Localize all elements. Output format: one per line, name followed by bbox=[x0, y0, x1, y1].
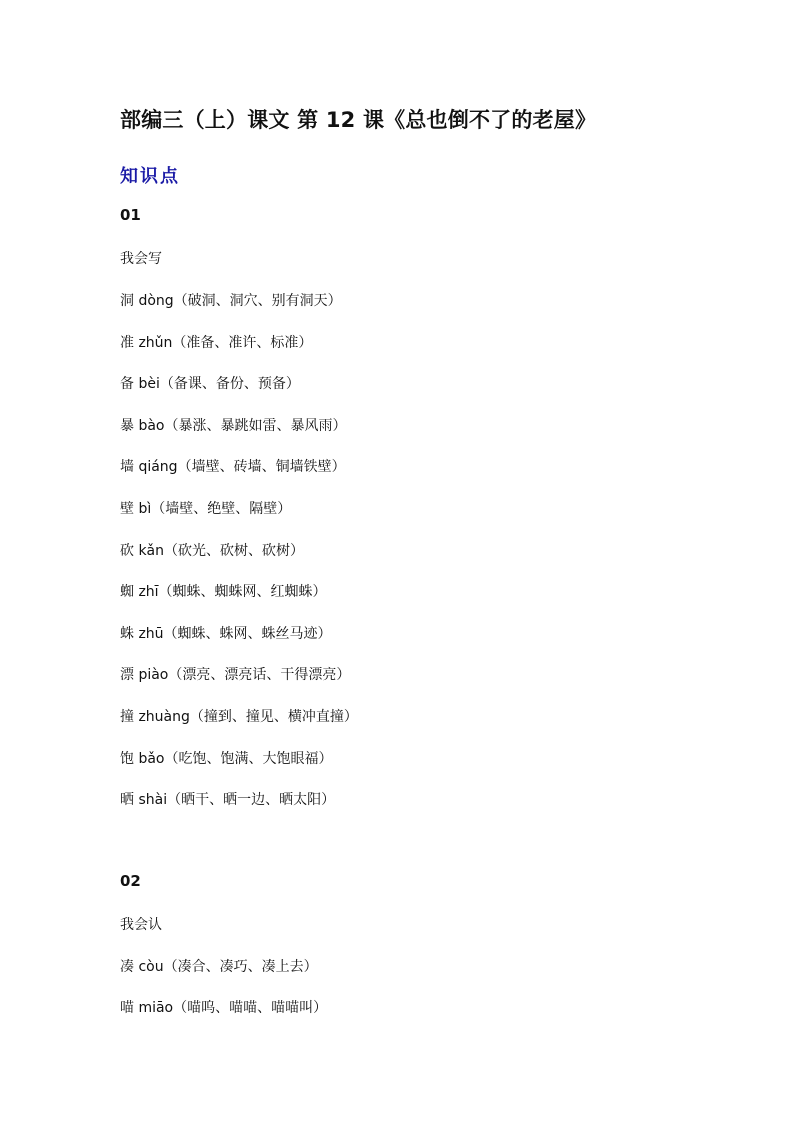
vocab-item: 蜘 zhī（蜘蛛、蜘蛛网、红蜘蛛） bbox=[120, 584, 327, 600]
part-label: 我会写 bbox=[120, 251, 162, 267]
part-number: 01 bbox=[120, 206, 141, 224]
vocab-item: 撞 zhuàng（撞到、撞见、横冲直撞） bbox=[120, 709, 358, 725]
vocab-item: 饱 bǎo（吃饱、饱满、大饱眼福） bbox=[120, 751, 333, 767]
vocab-item: 凑 còu（凑合、凑巧、凑上去） bbox=[120, 959, 318, 975]
vocab-item: 砍 kǎn（砍光、砍树、砍树） bbox=[120, 543, 305, 559]
part-label: 我会认 bbox=[120, 917, 162, 933]
vocab-item: 漂 piào（漂亮、漂亮话、干得漂亮） bbox=[120, 667, 351, 683]
vocab-item: 喵 miāo（喵呜、喵喵、喵喵叫） bbox=[120, 1000, 328, 1016]
vocab-item: 暴 bào（暴涨、暴跳如雷、暴风雨） bbox=[120, 418, 347, 434]
part-number: 02 bbox=[120, 872, 141, 890]
vocab-item: 准 zhǔn（准备、准许、标准） bbox=[120, 335, 313, 351]
vocab-item: 晒 shài（晒干、晒一边、晒太阳） bbox=[120, 792, 336, 808]
document-title: 部编三（上）课文 第 12 课《总也倒不了的老屋》 bbox=[120, 108, 597, 132]
section-heading: 知识点 bbox=[120, 166, 180, 187]
vocab-item: 墙 qiáng（墙壁、砖墙、铜墙铁壁） bbox=[120, 459, 346, 475]
vocab-item: 蛛 zhū（蜘蛛、蛛网、蛛丝马迹） bbox=[120, 626, 332, 642]
vocab-item: 洞 dòng（破洞、洞穴、别有洞天） bbox=[120, 293, 342, 309]
vocab-item: 备 bèi（备课、备份、预备） bbox=[120, 376, 300, 392]
vocab-item: 壁 bì（墙壁、绝壁、隔壁） bbox=[120, 501, 292, 517]
